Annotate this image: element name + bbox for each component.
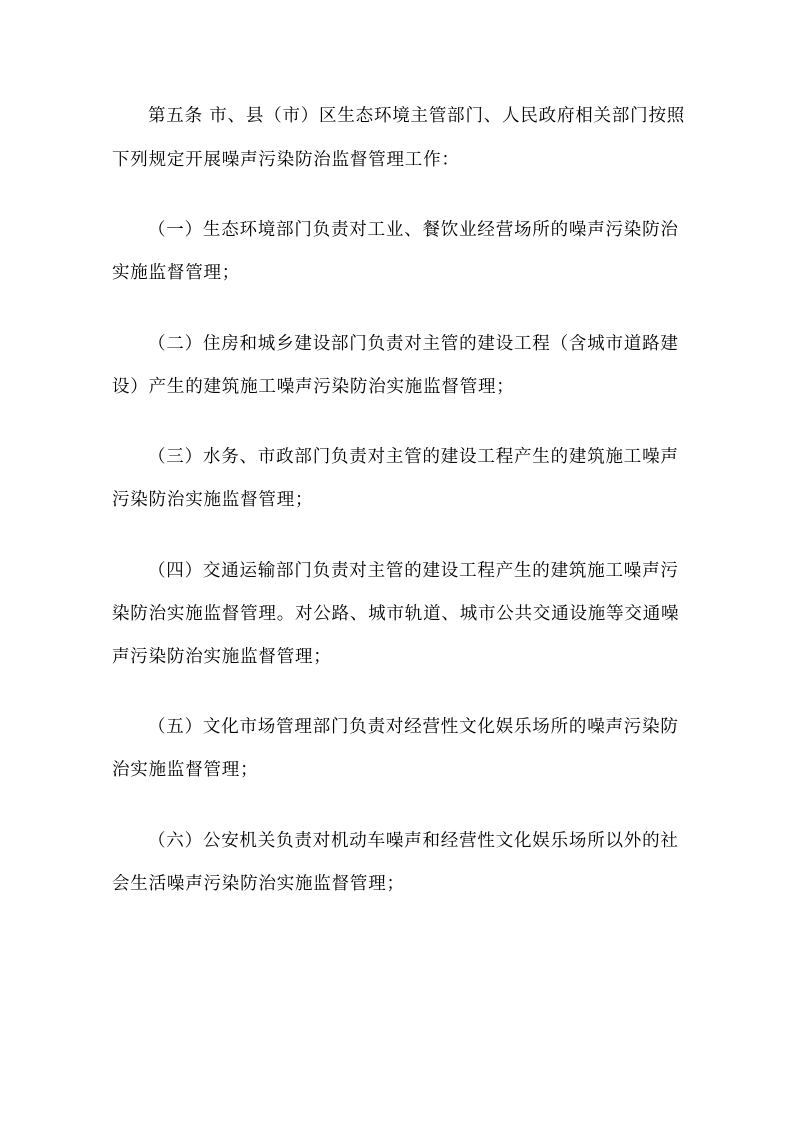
paragraph-4-line-2: 污染防治实施监督管理； <box>112 490 314 510</box>
paragraph-6-line-1: （五）文化市场管理部门负责对经营性文化娱乐场所的噪声污染防 <box>148 717 679 737</box>
paragraph-4-line-1: （三）水务、市政部门负责对主管的建设工程产生的建筑施工噪声 <box>148 447 679 467</box>
paragraph-3-line-1: （二）住房和城乡建设部门负责对主管的建设工程（含城市道路建 <box>148 334 679 354</box>
paragraph-5-line-2: 染防治实施监督管理。对公路、城市轨道、城市公共交通设施等交通噪 <box>112 604 680 624</box>
paragraph-1-line-1: 第五条 市、县（市）区生态环境主管部门、人民政府相关部门按照 <box>148 106 686 126</box>
paragraph-5-line-3: 声污染防治实施监督管理； <box>112 647 332 667</box>
paragraph-2-line-1: （一）生态环境部门负责对工业、餐饮业经营场所的噪声污染防治 <box>148 220 679 240</box>
paragraph-3-line-2: 设）产生的建筑施工噪声污染防治实施监督管理； <box>112 377 515 397</box>
paragraph-6-line-2: 治实施监督管理； <box>112 760 259 780</box>
paragraph-5-line-1: （四）交通运输部门负责对主管的建设工程产生的建筑施工噪声污 <box>148 561 679 581</box>
paragraph-7-line-1: （六）公安机关负责对机动车噪声和经营性文化娱乐场所以外的社 <box>148 831 679 851</box>
paragraph-7-line-2: 会生活噪声污染防治实施监督管理； <box>112 874 405 894</box>
paragraph-1-line-2: 下列规定开展噪声污染防治监督管理工作： <box>112 150 460 170</box>
paragraph-2-line-2: 实施监督管理； <box>112 263 241 283</box>
